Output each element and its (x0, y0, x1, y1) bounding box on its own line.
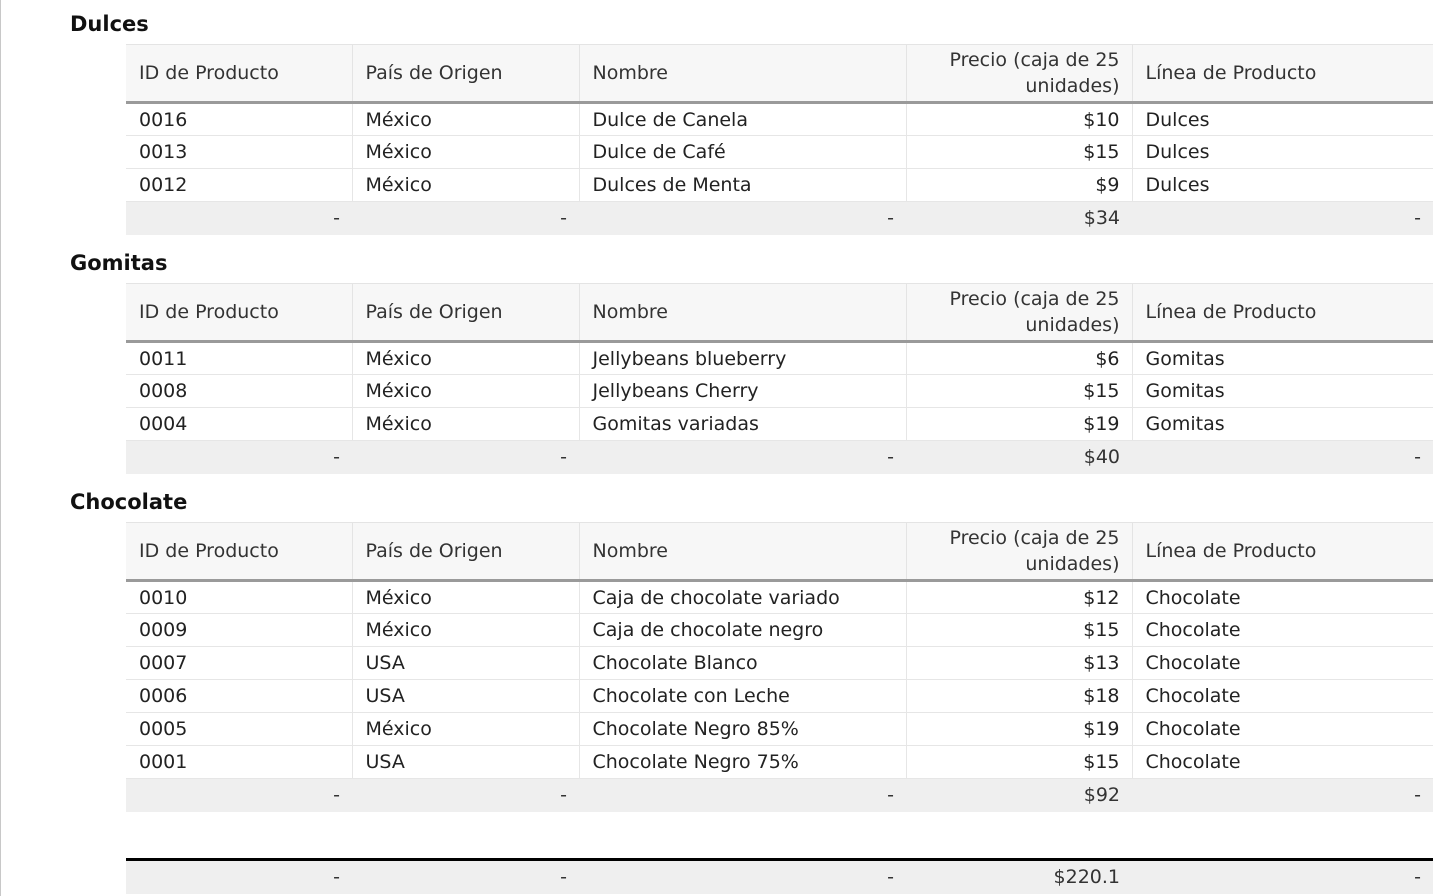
grand-total-placeholder: - (887, 866, 894, 888)
table-dulces (126, 44, 1433, 235)
cell-id: 0007 (126, 647, 352, 680)
header-name[interactable]: Nombre (579, 523, 906, 581)
table-row[interactable] (126, 713, 1433, 746)
cell-line: Dulces (1132, 136, 1433, 169)
table-row[interactable] (126, 103, 1433, 136)
cell-price: $6 (906, 342, 1132, 375)
cell-country: México (352, 375, 579, 408)
cell-name: Chocolate Blanco (579, 647, 906, 680)
cell-country: México (352, 713, 579, 746)
cell-price: $12 (906, 581, 1132, 614)
group-total-row (126, 779, 1433, 812)
cell-name: Jellybeans blueberry (579, 342, 906, 375)
table-row[interactable] (126, 680, 1433, 713)
cell-country: USA (352, 647, 579, 680)
header-line[interactable]: Línea de Producto (1132, 523, 1433, 581)
left-border (0, 0, 1, 896)
table-row[interactable] (126, 342, 1433, 375)
cell-price: $10 (906, 103, 1132, 136)
table-row[interactable] (126, 614, 1433, 647)
group-title-chocolate: Chocolate (70, 490, 188, 514)
header-name[interactable]: Nombre (579, 284, 906, 342)
cell-price: $13 (906, 647, 1132, 680)
cell-name: Dulces de Menta (579, 169, 906, 202)
header-price[interactable]: Precio (caja de 25 unidades) (906, 523, 1132, 581)
header-country[interactable]: País de Origen (352, 523, 579, 581)
group-title-gomitas: Gomitas (70, 251, 168, 275)
table-row[interactable] (126, 408, 1433, 441)
total-placeholder: - (1132, 779, 1433, 812)
cell-line: Gomitas (1132, 375, 1433, 408)
cell-price: $19 (906, 408, 1132, 441)
cell-country: México (352, 408, 579, 441)
total-placeholder: - (352, 441, 579, 474)
cell-name: Chocolate Negro 75% (579, 746, 906, 779)
grand-total-row (126, 861, 1433, 894)
table-gomitas (126, 283, 1433, 474)
total-placeholder: - (579, 441, 906, 474)
total-placeholder: - (126, 779, 352, 812)
header-line[interactable]: Línea de Producto (1132, 45, 1433, 103)
group-total-row (126, 441, 1433, 474)
cell-line: Chocolate (1132, 746, 1433, 779)
cell-name: Dulce de Canela (579, 103, 906, 136)
cell-price: $19 (906, 713, 1132, 746)
cell-line: Chocolate (1132, 581, 1433, 614)
header-country[interactable]: País de Origen (352, 45, 579, 103)
total-placeholder: - (579, 202, 906, 235)
total-placeholder: - (126, 202, 352, 235)
cell-id: 0010 (126, 581, 352, 614)
total-placeholder: - (1132, 202, 1433, 235)
cell-line: Dulces (1132, 103, 1433, 136)
cell-line: Chocolate (1132, 647, 1433, 680)
cell-line: Chocolate (1132, 680, 1433, 713)
cell-country: México (352, 136, 579, 169)
cell-line: Gomitas (1132, 342, 1433, 375)
cell-id: 0006 (126, 680, 352, 713)
group-total-price: $34 (906, 202, 1132, 235)
header-id[interactable]: ID de Producto (126, 284, 352, 342)
cell-country: México (352, 614, 579, 647)
cell-country: México (352, 103, 579, 136)
total-placeholder: - (1132, 441, 1433, 474)
header-row (126, 523, 1433, 581)
group-total-price: $92 (906, 779, 1132, 812)
cell-name: Gomitas variadas (579, 408, 906, 441)
cell-id: 0004 (126, 408, 352, 441)
cell-country: USA (352, 680, 579, 713)
header-id[interactable]: ID de Producto (126, 45, 352, 103)
header-id[interactable]: ID de Producto (126, 523, 352, 581)
cell-name: Chocolate Negro 85% (579, 713, 906, 746)
cell-id: 0008 (126, 375, 352, 408)
grand-total-price: $220.1 (1053, 866, 1120, 888)
cell-id: 0016 (126, 103, 352, 136)
cell-name: Caja de chocolate variado (579, 581, 906, 614)
grand-total-placeholder: - (333, 866, 340, 888)
cell-price: $15 (906, 614, 1132, 647)
cell-id: 0009 (126, 614, 352, 647)
cell-id: 0012 (126, 169, 352, 202)
group-total-row (126, 202, 1433, 235)
header-line[interactable]: Línea de Producto (1132, 284, 1433, 342)
header-row (126, 284, 1433, 342)
cell-price: $18 (906, 680, 1132, 713)
header-row (126, 45, 1433, 103)
header-country[interactable]: País de Origen (352, 284, 579, 342)
total-placeholder: - (352, 202, 579, 235)
total-placeholder: - (126, 441, 352, 474)
cell-line: Chocolate (1132, 713, 1433, 746)
cell-name: Dulce de Café (579, 136, 906, 169)
cell-country: México (352, 581, 579, 614)
cell-id: 0013 (126, 136, 352, 169)
group-title-dulces: Dulces (70, 12, 149, 36)
grand-total-placeholder: - (1414, 866, 1421, 888)
cell-country: México (352, 342, 579, 375)
cell-country: México (352, 169, 579, 202)
cell-price: $9 (906, 169, 1132, 202)
table-row[interactable] (126, 136, 1433, 169)
cell-price: $15 (906, 746, 1132, 779)
cell-price: $15 (906, 136, 1132, 169)
cell-line: Gomitas (1132, 408, 1433, 441)
cell-line: Chocolate (1132, 614, 1433, 647)
header-name[interactable]: Nombre (579, 45, 906, 103)
cell-line: Dulces (1132, 169, 1433, 202)
table-chocolate (126, 522, 1433, 812)
cell-id: 0005 (126, 713, 352, 746)
table-row[interactable] (126, 375, 1433, 408)
table-row[interactable] (126, 581, 1433, 614)
grand-total-placeholder: - (560, 866, 567, 888)
group-total-price: $40 (906, 441, 1132, 474)
cell-name: Chocolate con Leche (579, 680, 906, 713)
cell-name: Jellybeans Cherry (579, 375, 906, 408)
header-price[interactable]: Precio (caja de 25 unidades) (906, 45, 1132, 103)
total-placeholder: - (579, 779, 906, 812)
table-row[interactable] (126, 647, 1433, 680)
cell-id: 0011 (126, 342, 352, 375)
cell-price: $15 (906, 375, 1132, 408)
total-placeholder: - (352, 779, 579, 812)
table-row[interactable] (126, 746, 1433, 779)
cell-name: Caja de chocolate negro (579, 614, 906, 647)
header-price[interactable]: Precio (caja de 25 unidades) (906, 284, 1132, 342)
cell-country: USA (352, 746, 579, 779)
cell-id: 0001 (126, 746, 352, 779)
table-row[interactable] (126, 169, 1433, 202)
